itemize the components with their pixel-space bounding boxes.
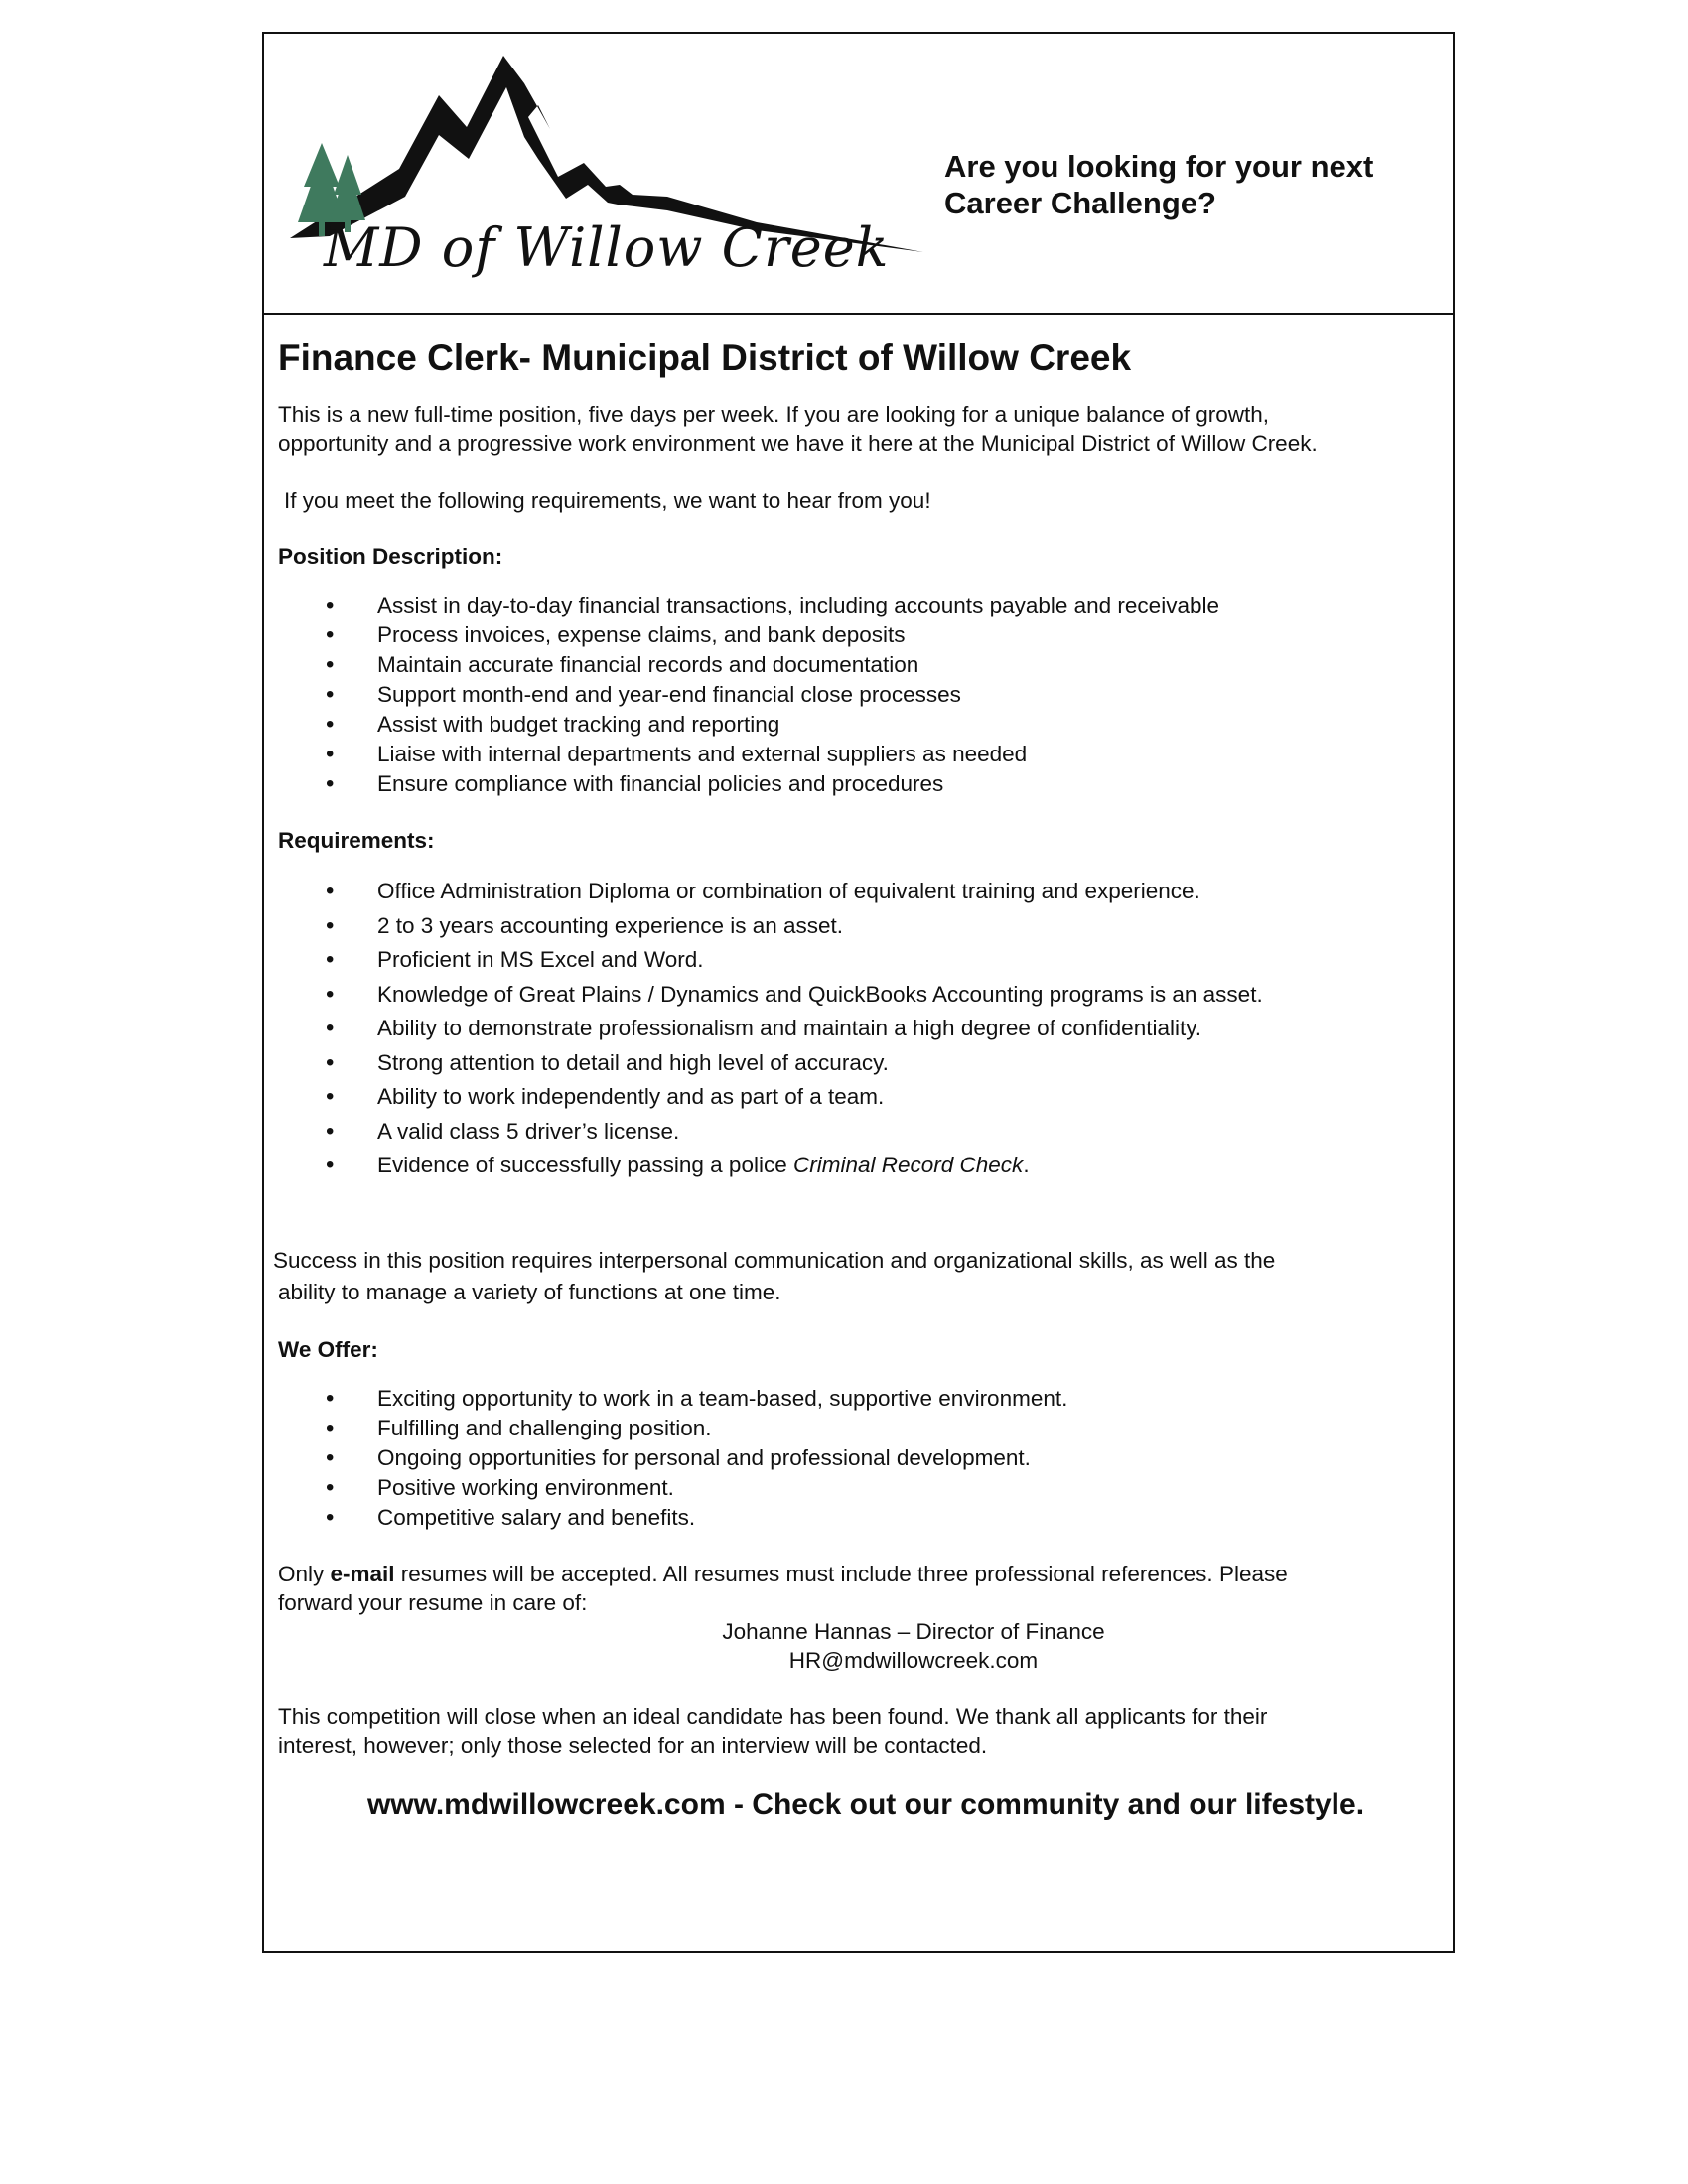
contact-name: Johanne Hannas – Director of Finance — [722, 1618, 1105, 1644]
logo-text: MD of Willow Creek — [324, 216, 890, 279]
list-item: • Office Administration Diploma or combination of equivalent training and experience. — [278, 875, 1430, 909]
list-item: • Proficient in MS Excel and Word. — [278, 943, 1430, 978]
email-emphasis: e-mail — [330, 1561, 395, 1586]
list-item: • Support month-end and year-end financial close processes — [278, 680, 1430, 710]
tagline-line: Are you looking for your next — [944, 149, 1374, 184]
page-frame — [262, 32, 1455, 1953]
position-description-list — [278, 591, 1430, 799]
list-item: • Process invoices, expense claims, and bank deposits — [278, 620, 1430, 650]
success-line: ability to manage a variety of functions at one time. — [278, 1279, 781, 1304]
list-item: • Ensure compliance with financial policies and procedures — [278, 769, 1430, 799]
list-item: • Assist with budget tracking and reporting — [278, 710, 1430, 740]
criminal-record-check-text: Criminal Record Check — [792, 1153, 1024, 1177]
list-item — [278, 1149, 1430, 1183]
list-item: • Ongoing opportunities for personal and professional development. — [278, 1443, 1430, 1473]
application-text: forward your resume in care of: — [278, 1589, 588, 1615]
header-box — [264, 34, 1453, 315]
application-text: Only — [278, 1561, 331, 1586]
intro-line: opportunity and a progressive work environment we have it here at the Municipal District of Willow Creek. — [278, 431, 1318, 456]
success-paragraph — [273, 1245, 1430, 1308]
list-item: • Positive working environment. — [278, 1473, 1430, 1503]
application-paragraph — [278, 1560, 1430, 1617]
contact-email[interactable]: HR@mdwillowcreek.com — [788, 1647, 1039, 1673]
job-title: Finance Clerk- Municipal District of Willow Creek — [278, 338, 1132, 378]
we-offer-list — [278, 1384, 1430, 1533]
closing-line: interest, however; only those selected for an interview will be contacted. — [278, 1732, 988, 1758]
list-item: • Strong attention to detail and high level of accuracy. — [278, 1046, 1430, 1081]
intro-paragraph — [278, 400, 1430, 458]
list-item: • Exciting opportunity to work in a team-based, supportive environment. — [278, 1384, 1430, 1414]
list-item: • Maintain accurate financial records and documentation — [278, 650, 1430, 680]
item-text: Evidence of successfully passing a police — [377, 1153, 793, 1177]
requirements-heading: Requirements: — [278, 828, 435, 853]
website-footer[interactable]: www.mdwillowcreek.com - Check out our community and our lifestyle. — [366, 1787, 1365, 1821]
list-item: • Fulfilling and challenging position. — [278, 1414, 1430, 1443]
posting-content — [273, 337, 1430, 1821]
we-offer-heading: We Offer: — [278, 1336, 378, 1362]
list-item: • Ability to work independently and as part of a team. — [278, 1080, 1430, 1115]
list-item: • Knowledge of Great Plains / Dynamics and QuickBooks Accounting programs is an asset. — [278, 978, 1430, 1013]
tagline — [944, 148, 1441, 221]
contact-block — [397, 1617, 1430, 1675]
list-item: • Ability to demonstrate professionalism and maintain a high degree of confidentiality. — [278, 1012, 1430, 1046]
requirements-list — [278, 875, 1430, 1183]
list-item: • Assist in day-to-day financial transactions, including accounts payable and receivable — [278, 591, 1430, 620]
closing-paragraph — [278, 1703, 1430, 1760]
requirements-intro: If you meet the following requirements, we want to hear from you! — [284, 488, 931, 513]
list-item: • Liaise with internal departments and external suppliers as needed — [278, 740, 1430, 769]
list-item: • A valid class 5 driver’s license. — [278, 1115, 1430, 1150]
item-text: . — [1023, 1153, 1030, 1177]
list-item: • 2 to 3 years accounting experience is an asset. — [278, 909, 1430, 944]
success-line: Success in this position requires interpersonal communication and organizational skills, as well as the — [273, 1247, 1276, 1273]
position-description-heading: Position Description: — [278, 544, 503, 569]
closing-line: This competition will close when an ideal candidate has been found. We thank all applicants for their — [278, 1704, 1268, 1729]
tagline-line: Career Challenge? — [944, 186, 1216, 220]
application-text: resumes will be accepted. All resumes must include three professional references. Please — [394, 1561, 1288, 1586]
list-item: • Competitive salary and benefits. — [278, 1503, 1430, 1533]
intro-line: This is a new full-time position, five days per week. If you are looking for a unique balance of growth, — [278, 402, 1270, 427]
